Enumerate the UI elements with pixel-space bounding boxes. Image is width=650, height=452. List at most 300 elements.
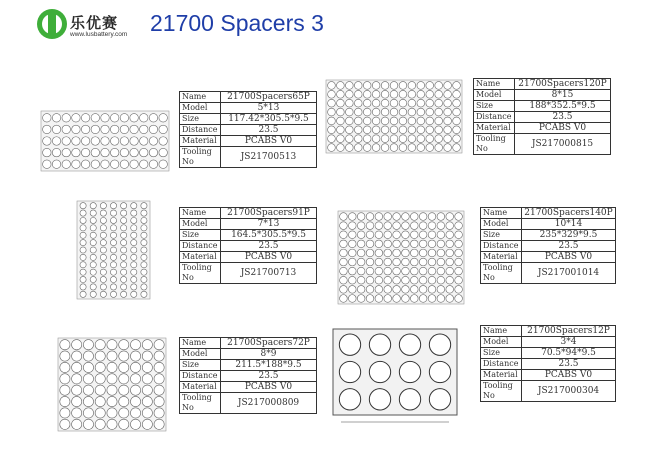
cell-hole bbox=[91, 125, 99, 133]
cell-hole bbox=[428, 258, 436, 266]
cell-hole bbox=[402, 295, 410, 303]
cell-hole bbox=[357, 231, 365, 239]
cell-hole bbox=[419, 231, 427, 239]
cell-hole bbox=[72, 374, 82, 384]
cell-hole bbox=[83, 385, 93, 395]
cell-hole bbox=[446, 213, 454, 221]
cell-hole bbox=[435, 108, 443, 116]
cell-hole bbox=[393, 231, 401, 239]
cell-hole bbox=[357, 240, 365, 248]
cell-hole bbox=[83, 340, 93, 350]
spec-value: PCABS V0 bbox=[221, 252, 317, 263]
cell-hole bbox=[80, 232, 86, 238]
cell-hole bbox=[337, 126, 345, 134]
cell-hole bbox=[381, 99, 389, 107]
spec-value: JS217000815 bbox=[515, 134, 611, 155]
cell-hole bbox=[417, 99, 425, 107]
cell-hole bbox=[119, 351, 129, 361]
cell-hole bbox=[52, 148, 60, 156]
spec-label: Material bbox=[180, 252, 221, 263]
cell-hole bbox=[119, 408, 129, 418]
cell-hole bbox=[375, 276, 383, 284]
spec-value: 7*13 bbox=[221, 219, 317, 230]
cell-hole bbox=[80, 240, 86, 246]
cell-hole bbox=[100, 276, 106, 282]
cell-hole bbox=[107, 362, 117, 372]
cell-hole bbox=[110, 262, 116, 268]
spec-value: 211.5*188*9.5 bbox=[221, 360, 317, 371]
cell-hole bbox=[340, 267, 348, 275]
cell-hole bbox=[80, 225, 86, 231]
cell-hole bbox=[72, 351, 82, 361]
cell-hole bbox=[410, 276, 418, 284]
cell-hole bbox=[142, 362, 152, 372]
cell-hole bbox=[337, 135, 345, 143]
spec-value: PCABS V0 bbox=[522, 252, 616, 263]
cell-hole bbox=[100, 225, 106, 231]
cell-hole bbox=[345, 126, 353, 134]
cell-hole bbox=[43, 160, 51, 168]
cell-hole bbox=[455, 276, 463, 284]
cell-hole bbox=[130, 419, 140, 429]
cell-hole bbox=[437, 249, 445, 257]
cell-hole bbox=[121, 217, 127, 223]
spec-table-91p bbox=[179, 207, 317, 284]
cell-hole bbox=[131, 276, 137, 282]
cell-hole bbox=[453, 144, 461, 152]
cell-hole bbox=[419, 258, 427, 266]
spec-label: Size bbox=[474, 101, 515, 112]
cell-hole bbox=[90, 262, 96, 268]
cell-hole bbox=[345, 90, 353, 98]
cell-hole bbox=[154, 362, 164, 372]
cell-hole bbox=[131, 269, 137, 275]
cell-hole bbox=[444, 117, 452, 125]
cell-hole bbox=[130, 340, 140, 350]
cell-hole bbox=[337, 99, 345, 107]
cell-hole bbox=[100, 203, 106, 209]
spec-value: 21700Spacers140P bbox=[522, 208, 616, 219]
cell-hole bbox=[426, 126, 434, 134]
cell-hole bbox=[435, 117, 443, 125]
cell-hole bbox=[110, 254, 116, 260]
cell-hole bbox=[408, 117, 416, 125]
cell-hole bbox=[399, 126, 407, 134]
cell-hole bbox=[455, 267, 463, 275]
cell-hole bbox=[43, 125, 51, 133]
cell-hole bbox=[426, 117, 434, 125]
cell-hole bbox=[453, 108, 461, 116]
cell-hole bbox=[328, 99, 336, 107]
cell-hole bbox=[410, 267, 418, 275]
spacer-72p-image bbox=[57, 337, 167, 432]
cell-hole bbox=[131, 225, 137, 231]
cell-hole bbox=[381, 144, 389, 152]
cell-hole bbox=[419, 295, 427, 303]
cell-hole bbox=[90, 269, 96, 275]
cell-hole bbox=[366, 295, 374, 303]
spec-label: Size bbox=[180, 230, 221, 241]
cell-hole bbox=[110, 125, 118, 133]
cell-hole bbox=[408, 99, 416, 107]
cell-hole bbox=[110, 247, 116, 253]
cell-hole bbox=[130, 148, 138, 156]
cell-hole bbox=[393, 213, 401, 221]
cell-hole bbox=[121, 225, 127, 231]
cell-hole bbox=[110, 210, 116, 216]
cell-hole bbox=[72, 340, 82, 350]
cell-hole bbox=[375, 258, 383, 266]
cell-hole bbox=[328, 108, 336, 116]
cell-hole bbox=[384, 267, 392, 275]
cell-hole bbox=[366, 231, 374, 239]
cell-hole bbox=[369, 361, 390, 382]
spec-label: Model bbox=[474, 90, 515, 101]
cell-hole bbox=[328, 126, 336, 134]
cell-hole bbox=[366, 249, 374, 257]
cell-hole bbox=[140, 160, 148, 168]
cell-hole bbox=[390, 126, 398, 134]
cell-hole bbox=[60, 351, 70, 361]
spacer-140p-image bbox=[337, 210, 465, 305]
cell-hole bbox=[141, 240, 147, 246]
cell-hole bbox=[455, 295, 463, 303]
cell-hole bbox=[154, 374, 164, 384]
cell-hole bbox=[419, 240, 427, 248]
cell-hole bbox=[419, 276, 427, 284]
company-logo bbox=[36, 8, 146, 42]
cell-hole bbox=[72, 148, 80, 156]
cell-hole bbox=[72, 137, 80, 145]
spacer-frame bbox=[338, 211, 464, 304]
cell-hole bbox=[375, 231, 383, 239]
cell-hole bbox=[80, 203, 86, 209]
cell-hole bbox=[354, 135, 362, 143]
cell-hole bbox=[110, 284, 116, 290]
cell-hole bbox=[366, 222, 374, 230]
cell-hole bbox=[43, 137, 51, 145]
cell-hole bbox=[141, 232, 147, 238]
spec-value: 21700Spacers120P bbox=[515, 79, 611, 90]
spec-value: 23.5 bbox=[221, 241, 317, 252]
cell-hole bbox=[101, 137, 109, 145]
cell-hole bbox=[340, 240, 348, 248]
spec-label: Name bbox=[481, 326, 522, 337]
cell-hole bbox=[60, 419, 70, 429]
spec-value: 23.5 bbox=[522, 359, 616, 370]
cell-hole bbox=[399, 389, 420, 410]
cell-hole bbox=[90, 225, 96, 231]
cell-hole bbox=[100, 284, 106, 290]
cell-hole bbox=[80, 247, 86, 253]
cell-hole bbox=[121, 210, 127, 216]
cell-hole bbox=[348, 240, 356, 248]
spec-label: Name bbox=[481, 208, 522, 219]
cell-hole bbox=[348, 258, 356, 266]
cell-hole bbox=[107, 396, 117, 406]
cell-hole bbox=[428, 276, 436, 284]
cell-hole bbox=[410, 240, 418, 248]
cell-hole bbox=[100, 210, 106, 216]
cell-hole bbox=[354, 108, 362, 116]
cell-hole bbox=[81, 148, 89, 156]
spec-label: Tooling No bbox=[481, 381, 522, 402]
cell-hole bbox=[154, 396, 164, 406]
cell-hole bbox=[141, 284, 147, 290]
spec-value: JS217000809 bbox=[221, 393, 317, 414]
cell-hole bbox=[393, 267, 401, 275]
cell-hole bbox=[130, 396, 140, 406]
cell-hole bbox=[357, 286, 365, 294]
cell-hole bbox=[121, 254, 127, 260]
cell-hole bbox=[141, 217, 147, 223]
cell-hole bbox=[149, 114, 157, 122]
cell-hole bbox=[101, 148, 109, 156]
cell-hole bbox=[363, 144, 371, 152]
cell-hole bbox=[101, 125, 109, 133]
cell-hole bbox=[142, 419, 152, 429]
cell-hole bbox=[410, 286, 418, 294]
cell-hole bbox=[72, 160, 80, 168]
cell-hole bbox=[100, 262, 106, 268]
cell-hole bbox=[130, 351, 140, 361]
cell-hole bbox=[91, 148, 99, 156]
cell-hole bbox=[455, 258, 463, 266]
cell-hole bbox=[428, 249, 436, 257]
spec-value: JS217000304 bbox=[522, 381, 616, 402]
cell-hole bbox=[119, 374, 129, 384]
cell-hole bbox=[437, 295, 445, 303]
cell-hole bbox=[446, 222, 454, 230]
spec-value: JS217001014 bbox=[522, 263, 616, 284]
cell-hole bbox=[393, 258, 401, 266]
cell-hole bbox=[52, 114, 60, 122]
cell-hole bbox=[130, 137, 138, 145]
cell-hole bbox=[444, 126, 452, 134]
cell-hole bbox=[131, 254, 137, 260]
cell-hole bbox=[43, 114, 51, 122]
cell-hole bbox=[110, 160, 118, 168]
cell-hole bbox=[375, 249, 383, 257]
cell-hole bbox=[154, 419, 164, 429]
cell-hole bbox=[417, 117, 425, 125]
cell-hole bbox=[428, 231, 436, 239]
cell-hole bbox=[142, 351, 152, 361]
cell-hole bbox=[410, 258, 418, 266]
cell-hole bbox=[119, 340, 129, 350]
page-title: 21700 Spacers 3 bbox=[150, 10, 324, 36]
cell-hole bbox=[455, 213, 463, 221]
cell-hole bbox=[402, 276, 410, 284]
cell-hole bbox=[369, 389, 390, 410]
cell-hole bbox=[408, 144, 416, 152]
cell-hole bbox=[120, 160, 128, 168]
spacer-65p-image bbox=[40, 110, 170, 172]
cell-hole bbox=[340, 231, 348, 239]
cell-hole bbox=[110, 225, 116, 231]
cell-hole bbox=[410, 249, 418, 257]
cell-hole bbox=[81, 160, 89, 168]
cell-hole bbox=[408, 90, 416, 98]
cell-hole bbox=[339, 361, 360, 382]
cell-hole bbox=[131, 232, 137, 238]
cell-hole bbox=[337, 117, 345, 125]
cell-hole bbox=[435, 126, 443, 134]
cell-hole bbox=[417, 126, 425, 134]
cell-hole bbox=[110, 217, 116, 223]
cell-hole bbox=[83, 408, 93, 418]
spec-table-120p bbox=[473, 78, 611, 155]
cell-hole bbox=[375, 240, 383, 248]
cell-hole bbox=[426, 108, 434, 116]
cell-hole bbox=[121, 269, 127, 275]
cell-hole bbox=[381, 126, 389, 134]
cell-hole bbox=[372, 90, 380, 98]
spec-value: 21700Spacers72P bbox=[221, 338, 317, 349]
spec-label: Distance bbox=[474, 112, 515, 123]
cell-hole bbox=[90, 276, 96, 282]
cell-hole bbox=[363, 135, 371, 143]
cell-hole bbox=[393, 295, 401, 303]
cell-hole bbox=[159, 160, 167, 168]
cell-hole bbox=[60, 408, 70, 418]
cell-hole bbox=[381, 90, 389, 98]
spec-table-72p bbox=[179, 337, 317, 414]
cell-hole bbox=[43, 148, 51, 156]
spec-value: 23.5 bbox=[522, 241, 616, 252]
logo-chinese-name: 乐优赛 bbox=[70, 14, 119, 32]
cell-hole bbox=[390, 135, 398, 143]
cell-hole bbox=[429, 334, 450, 355]
cell-hole bbox=[410, 295, 418, 303]
cell-hole bbox=[110, 269, 116, 275]
cell-hole bbox=[402, 240, 410, 248]
cell-hole bbox=[131, 210, 137, 216]
spacer-12p-image bbox=[331, 327, 459, 427]
spec-value: 5*13 bbox=[221, 103, 317, 114]
cell-hole bbox=[372, 126, 380, 134]
cell-hole bbox=[437, 286, 445, 294]
spec-label: Material bbox=[474, 123, 515, 134]
cell-hole bbox=[80, 217, 86, 223]
cell-hole bbox=[419, 249, 427, 257]
cell-hole bbox=[354, 144, 362, 152]
cell-hole bbox=[141, 254, 147, 260]
cell-hole bbox=[159, 137, 167, 145]
cell-hole bbox=[95, 385, 105, 395]
cell-hole bbox=[375, 295, 383, 303]
spec-label: Model bbox=[180, 219, 221, 230]
cell-hole bbox=[110, 276, 116, 282]
cell-hole bbox=[101, 114, 109, 122]
cell-hole bbox=[328, 90, 336, 98]
cell-hole bbox=[345, 99, 353, 107]
spec-value: 235*329*9.5 bbox=[522, 230, 616, 241]
cell-hole bbox=[90, 217, 96, 223]
cell-hole bbox=[428, 295, 436, 303]
cell-hole bbox=[426, 144, 434, 152]
cell-hole bbox=[435, 82, 443, 90]
cell-hole bbox=[130, 160, 138, 168]
cell-hole bbox=[348, 276, 356, 284]
cell-hole bbox=[107, 419, 117, 429]
cell-hole bbox=[366, 276, 374, 284]
cell-hole bbox=[60, 340, 70, 350]
cell-hole bbox=[121, 262, 127, 268]
cell-hole bbox=[72, 385, 82, 395]
cell-hole bbox=[455, 222, 463, 230]
cell-hole bbox=[444, 99, 452, 107]
spec-label: Material bbox=[180, 136, 221, 147]
cell-hole bbox=[384, 231, 392, 239]
cell-hole bbox=[141, 276, 147, 282]
spec-label: Distance bbox=[481, 359, 522, 370]
cell-hole bbox=[131, 247, 137, 253]
cell-hole bbox=[428, 267, 436, 275]
cell-hole bbox=[95, 408, 105, 418]
cell-hole bbox=[372, 82, 380, 90]
cell-hole bbox=[80, 291, 86, 297]
cell-hole bbox=[417, 108, 425, 116]
cell-hole bbox=[435, 90, 443, 98]
cell-hole bbox=[453, 126, 461, 134]
cell-hole bbox=[453, 90, 461, 98]
cell-hole bbox=[62, 160, 70, 168]
cell-hole bbox=[426, 135, 434, 143]
spec-value: JS21700713 bbox=[221, 263, 317, 284]
cell-hole bbox=[142, 385, 152, 395]
cell-hole bbox=[337, 82, 345, 90]
cell-hole bbox=[446, 295, 454, 303]
cell-hole bbox=[340, 295, 348, 303]
cell-hole bbox=[435, 144, 443, 152]
cell-hole bbox=[141, 262, 147, 268]
cell-hole bbox=[340, 213, 348, 221]
cell-hole bbox=[390, 117, 398, 125]
spec-label: Tooling No bbox=[481, 263, 522, 284]
cell-hole bbox=[95, 419, 105, 429]
cell-hole bbox=[131, 203, 137, 209]
cell-hole bbox=[95, 340, 105, 350]
cell-hole bbox=[100, 240, 106, 246]
cell-hole bbox=[83, 351, 93, 361]
cell-hole bbox=[375, 222, 383, 230]
cell-hole bbox=[337, 90, 345, 98]
cell-hole bbox=[384, 276, 392, 284]
cell-hole bbox=[437, 258, 445, 266]
cell-hole bbox=[141, 203, 147, 209]
cell-hole bbox=[119, 385, 129, 395]
cell-hole bbox=[154, 408, 164, 418]
cell-hole bbox=[453, 82, 461, 90]
cell-hole bbox=[60, 385, 70, 395]
cell-hole bbox=[142, 396, 152, 406]
cell-hole bbox=[80, 210, 86, 216]
cell-hole bbox=[141, 210, 147, 216]
cell-hole bbox=[80, 284, 86, 290]
spec-table-65p bbox=[179, 91, 317, 168]
cell-hole bbox=[426, 90, 434, 98]
cell-hole bbox=[348, 249, 356, 257]
cell-hole bbox=[399, 334, 420, 355]
cell-hole bbox=[81, 137, 89, 145]
cell-hole bbox=[130, 374, 140, 384]
spec-label: Distance bbox=[180, 125, 221, 136]
cell-hole bbox=[381, 108, 389, 116]
cell-hole bbox=[62, 148, 70, 156]
cell-hole bbox=[390, 108, 398, 116]
cell-hole bbox=[90, 247, 96, 253]
